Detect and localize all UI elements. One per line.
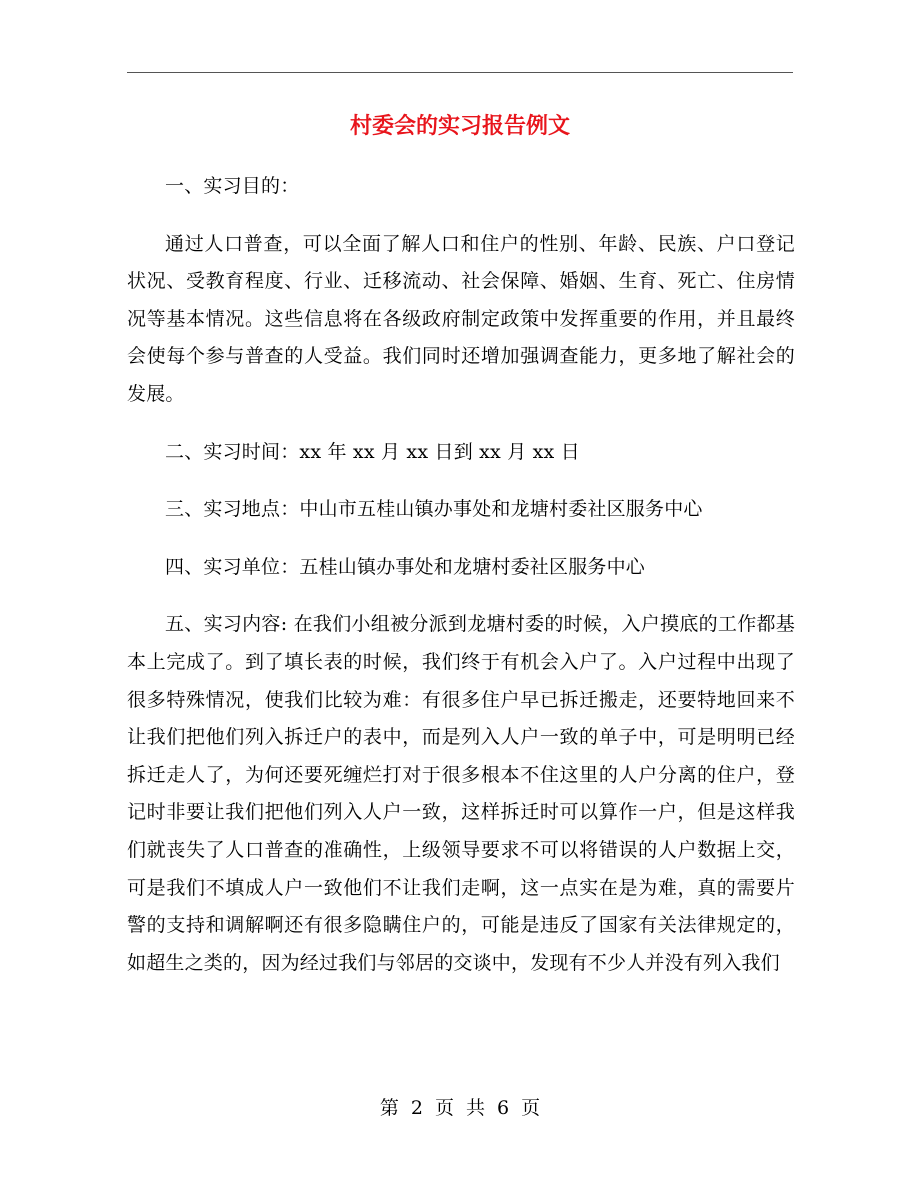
section-heading-location: 三、实习地点：中山市五桂山镇办事处和龙塘村委社区服务中心 <box>165 498 703 521</box>
section-heading-purpose: 一、实习目的： <box>165 175 300 197</box>
paragraph-content-body: 五、实习内容: 在我们小组被分派到龙塘村委的时候，入户摸底的工作都基本上完成了。到了填长表的时候，我们终于有机会入户了。入户过程中出现了很多特殊情况，使我们比较为难：有很多住户早已拆迁搬走，还要特地回来不让我们把他们列入拆迁户的表中，而是列入人户一致的单子中，可是明明已经拆迁走人了，为何还要死缠烂打对于很多根本不住这里的人户分离的住户，登记时非要让我们把他们列入人户一致，这样拆迁时可以算作一户，但是这样我们就丧失了人口普查的准确性，上级领导要求不可以将错误的人户数据上交，可是我们不填成人户一致他们不让我们走啊，这一点实在是为难，真的需要片警的支持和调解啊还有很多隐瞒住户的，可能是违反了国家有关法律规定的，如超生之类的，因为经过我们与邻居的交谈中，发现有不少人并没有列入我们 <box>127 613 795 974</box>
page-footer: 第 2 页 共 6 页 <box>379 1097 541 1119</box>
document-body <box>127 168 795 1002</box>
paragraph-purpose-body: 通过人口普查，可以全面了解人口和住户的性别、年龄、民族、户口登记状况、受教育程度、行业、迁移流动、社会保障、婚姻、生育、死亡、住房情况等基本情况。这些信息将在各级政府制定政策中发挥重要的作用，并且最终会使每个参与普查的人受益。我们同时还增加强调查能力，更多地了解社会的发展。 <box>127 232 795 405</box>
document-title: 村委会的实习报告例文 <box>349 113 570 139</box>
header-rule <box>127 72 793 73</box>
section-heading-unit: 四、实习单位：五桂山镇办事处和龙塘村委社区服务中心 <box>165 555 646 578</box>
section-heading-time: 二、实习时间：xx 年 xx 月 xx 日到 xx 月 xx 日 <box>165 440 580 463</box>
